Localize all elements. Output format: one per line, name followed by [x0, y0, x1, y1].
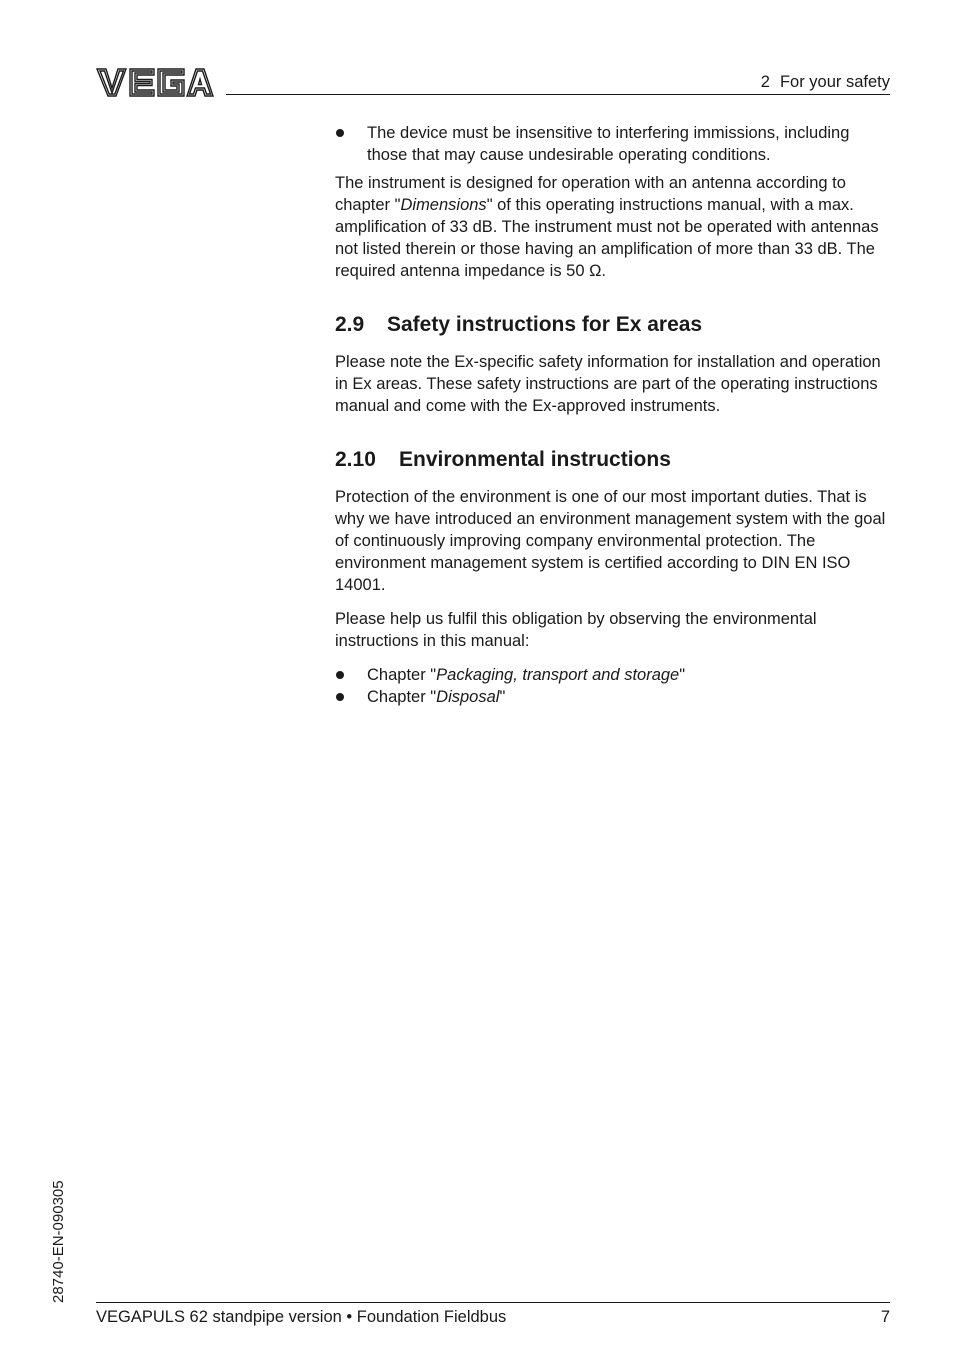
vega-logo: [96, 66, 214, 98]
page-number: 7: [880, 1308, 890, 1326]
chapter-reference: [761, 72, 890, 92]
chapter-link-disposal: Disposal: [436, 688, 500, 706]
footer-document-title: VEGAPULS 62 standpipe version • Foundation Fieldbus: [96, 1308, 507, 1326]
chapter-link-packaging: Packaging, transport and storage: [436, 666, 680, 684]
section-title: Safety instructions for Ex areas: [387, 313, 703, 336]
chapter-number: 2: [760, 73, 770, 91]
list-item: Chapter "Disposal": [335, 686, 893, 708]
list-item: [335, 122, 893, 166]
section-heading-2-9: [335, 312, 893, 338]
document-code: 28740-EN-090305: [50, 1180, 67, 1303]
bullet-icon: [336, 129, 344, 137]
ex-safety-paragraph: Please note the Ex-specific safety information for installation and operation in Ex areas. These safety instructions are part of the operating instructions manual and come with the Ex-approved instruments.: [335, 353, 881, 415]
obligation-paragraph: Please help us fulfil this obligation by observing the environmental instructions in this manual:: [335, 610, 817, 650]
section-title: Environmental instructions: [399, 448, 671, 471]
antenna-paragraph: The instrument is designed for operation with an antenna according to chapter "Dimensions" of this operating instructions manual, with a max. amplification of 33 dB. The instrument must not be operated with antennas not listed therein or those having an amplification of more than 33 dB. The required antenna impedance is 50 Ω.: [335, 174, 879, 280]
dimensions-reference: Dimensions: [400, 196, 487, 214]
footer-rule: [96, 1302, 890, 1303]
section-heading-2-10: [335, 447, 893, 473]
section-number: 2.10: [335, 448, 376, 471]
chapter-reference-list: [335, 664, 893, 708]
header-rule: [226, 94, 890, 95]
bullet-icon: [336, 671, 344, 679]
bullet-icon: [336, 693, 344, 701]
page-content: [335, 122, 893, 714]
environment-paragraph: Protection of the environment is one of our most important duties. That is why we have introduced an environment management system with the goal of continuously improving company environmental protection. The environment management system is certified according to DIN EN ISO 14001.: [335, 488, 886, 594]
section-number: 2.9: [335, 313, 365, 336]
chapter-title: For your safety: [779, 73, 890, 91]
list-item: Chapter "Packaging, transport and storage": [335, 664, 893, 686]
list-item-text: The device must be insensitive to interfering immissions, including those that may cause undesirable operating conditions.: [367, 124, 850, 164]
intro-bullet-list: [335, 122, 893, 166]
